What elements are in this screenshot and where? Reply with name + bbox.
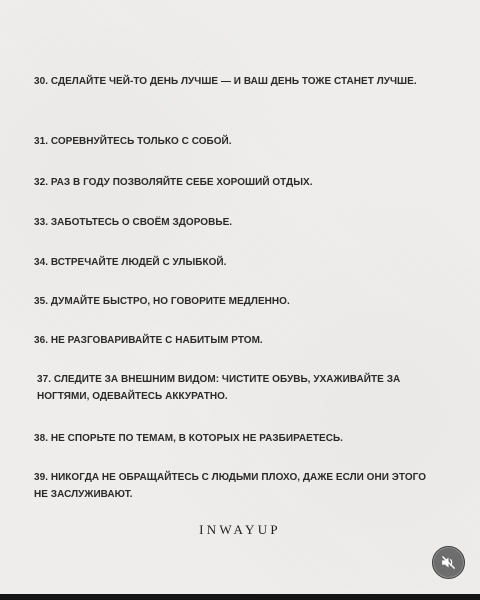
speaker-muted-icon bbox=[440, 554, 457, 571]
tip-33: 33. ЗАБОТЬТЕСЬ О СВОЁМ ЗДОРОВЬЕ. bbox=[34, 217, 233, 228]
tip-34: 34. ВСТРЕЧАЙТЕ ЛЮДЕЙ С УЛЫБКОЙ. bbox=[34, 257, 227, 268]
tip-32: 32. РАЗ В ГОДУ ПОЗВОЛЯЙТЕ СЕБЕ ХОРОШИЙ ОТДЫХ. bbox=[34, 177, 313, 188]
mute-toggle-button[interactable] bbox=[432, 546, 465, 579]
tip-30: 30. СДЕЛАЙТЕ ЧЕЙ-ТО ДЕНЬ ЛУЧШЕ — И ВАШ ДЕНЬ ТОЖЕ СТАНЕТ ЛУЧШЕ. bbox=[34, 76, 417, 87]
tip-39: 39. НИКОГДА НЕ ОБРАЩАЙТЕСЬ С ЛЮДЬМИ ПЛОХО, ДАЖЕ ЕСЛИ ОНИ ЭТОГО НЕ ЗАСЛУЖИВАЮТ. bbox=[34, 472, 427, 500]
brand-logo-text: INWAYUP bbox=[199, 522, 281, 537]
tip-36: 36. НЕ РАЗГОВАРИВАЙТЕ С НАБИТЫМ РТОМ. bbox=[34, 335, 263, 346]
bottom-strip bbox=[0, 594, 480, 600]
tip-31: 31. СОРЕВНУЙТЕСЬ ТОЛЬКО С СОБОЙ. bbox=[34, 136, 232, 147]
tip-37: 37. СЛЕДИТЕ ЗА ВНЕШНИМ ВИДОМ: ЧИСТИТЕ ОБУВЬ, УХАЖИВАЙТЕ ЗА НОГТЯМИ, ОДЕВАЙТЕСЬ АККУРАТНО. bbox=[37, 374, 401, 402]
tip-38: 38. НЕ СПОРЬТЕ ПО ТЕМАМ, В КОТОРЫХ НЕ РАЗБИРАЕТЕСЬ. bbox=[34, 433, 343, 444]
tip-35: 35. ДУМАЙТЕ БЫСТРО, НО ГОВОРИТЕ МЕДЛЕННО. bbox=[34, 296, 290, 307]
